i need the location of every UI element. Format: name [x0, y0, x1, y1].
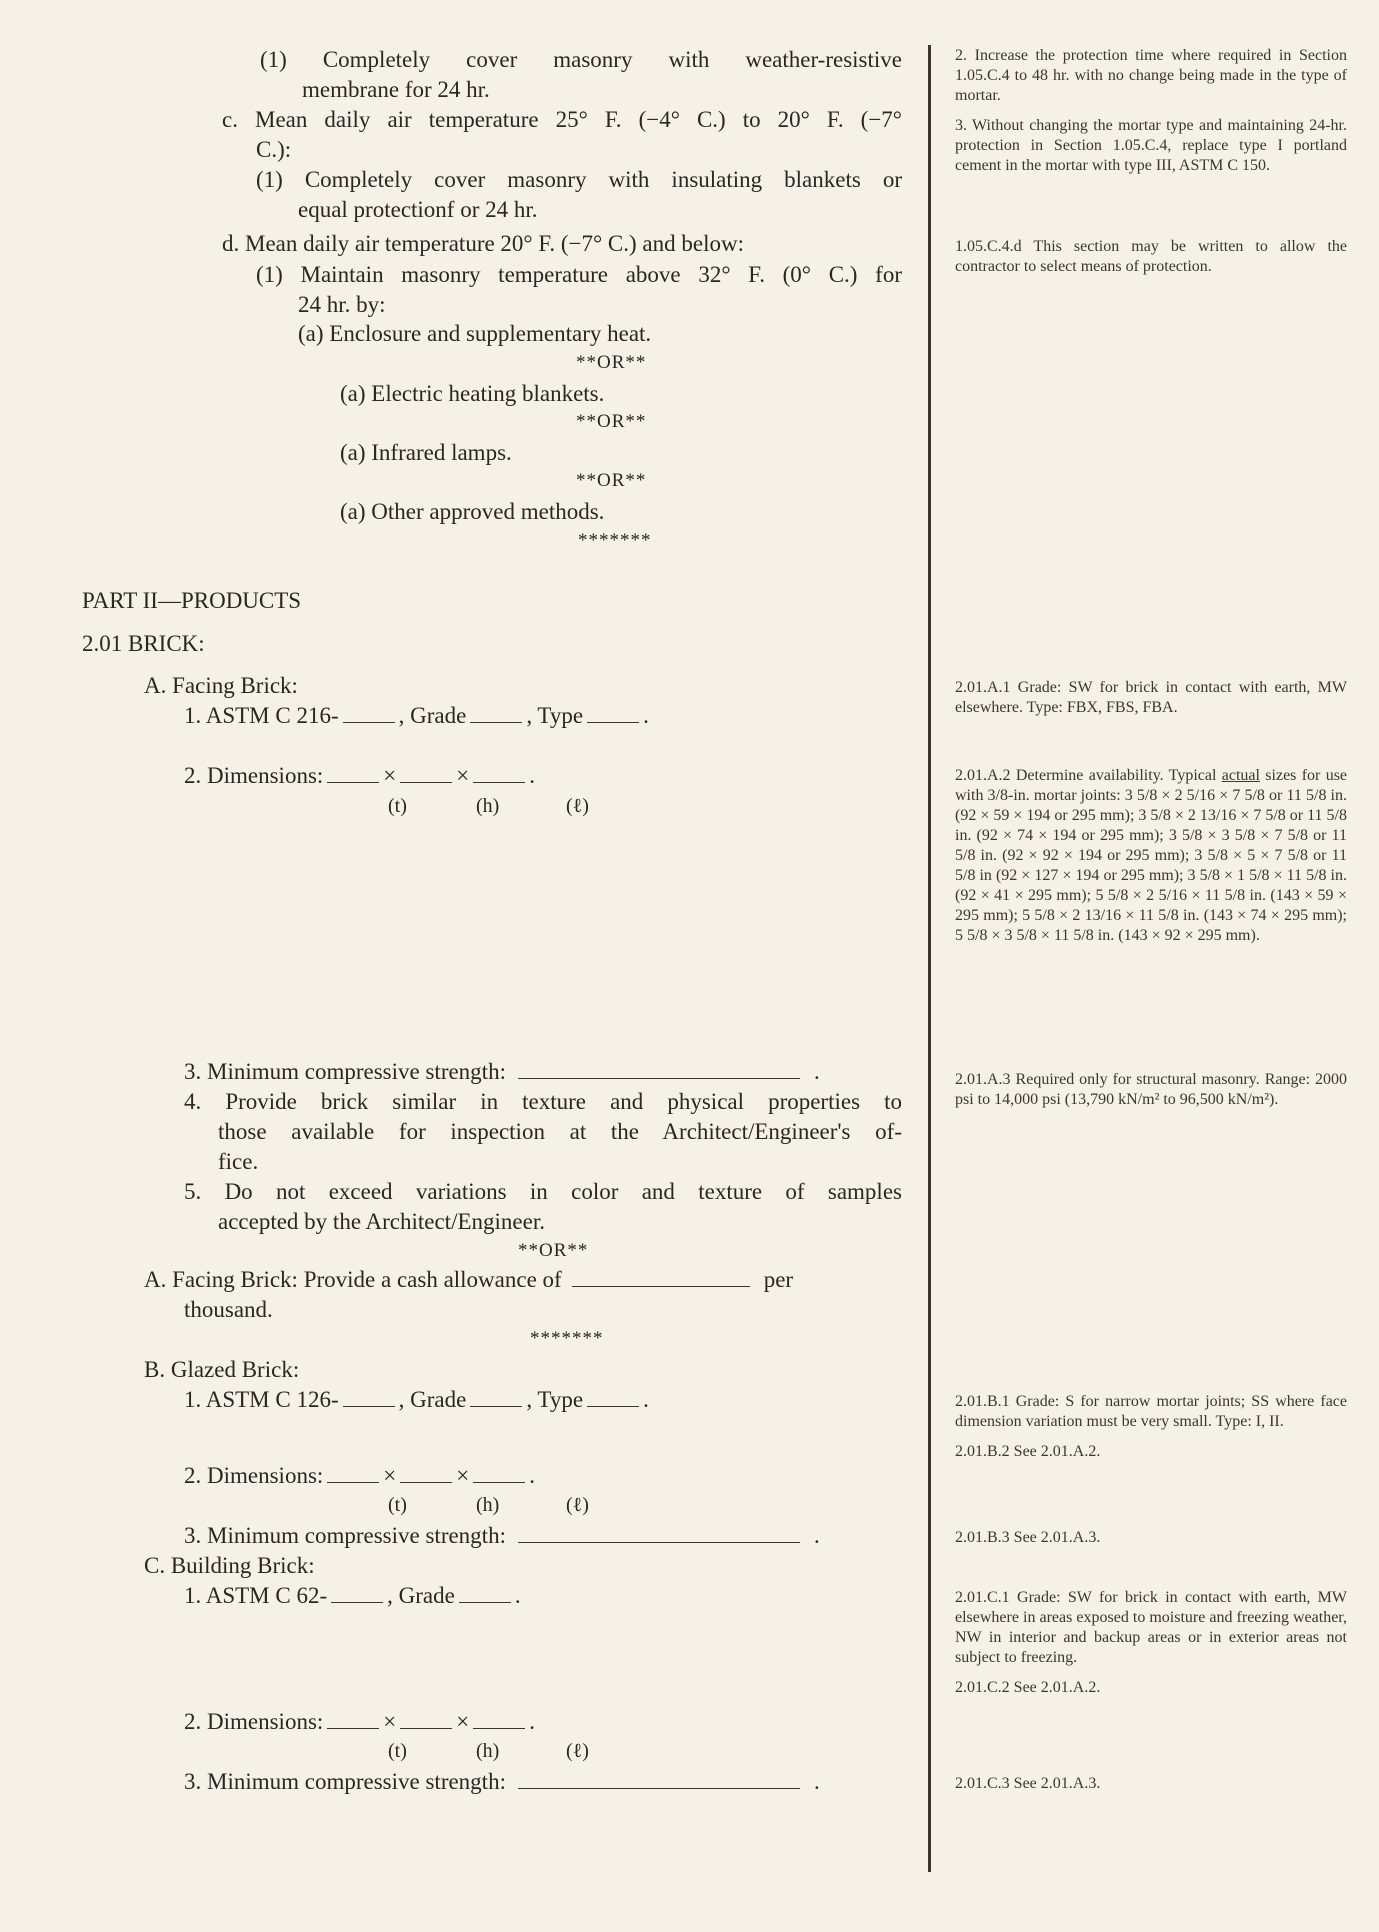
- option-electric-blankets: (a) Electric heating blankets.: [340, 381, 605, 406]
- side-note-2: 2. Increase the protection time where required in Section 1.05.C.4 to 48 hr. with no change being made in the type of mortar.: [955, 47, 1347, 104]
- end-stars: *******: [530, 1328, 604, 1349]
- grade-blank: [459, 1584, 511, 1603]
- dim-l-blank: [473, 1710, 525, 1729]
- side-note-a3-block: [955, 1070, 1347, 1110]
- option-infrared-lamps: (a) Infrared lamps.: [340, 440, 512, 465]
- glazed-strength-line: 3. Minimum compressive strength: .: [184, 1523, 820, 1548]
- dim-t-label: (t): [388, 795, 407, 817]
- astm-year-blank: [331, 1584, 383, 1603]
- type-blank: [587, 704, 639, 723]
- side-note-c2: 2.01.C.2 See 2.01.A.2.: [955, 1679, 1101, 1696]
- facing-brick-heading: A. Facing Brick:: [144, 673, 298, 698]
- dim-t-blank: [327, 764, 379, 783]
- side-note-a1: 2.01.A.1 Grade: SW for brick in contact with earth, MW elsewhere. Type: FBX, FBS, FBA.: [955, 679, 1347, 716]
- dim-l-label: (ℓ): [566, 795, 589, 817]
- side-note-a3: 2.01.A.3 Required only for structural masonry. Range: 2000 psi to 14,000 psi (13,790 kN/m² to 96,500 kN/m²).: [955, 1071, 1347, 1108]
- dim-l-blank: [473, 764, 525, 783]
- building-astm-line: 1. ASTM C 62- , Grade .: [184, 1583, 521, 1608]
- facing-dimensions-line: 2. Dimensions: × × .: [184, 763, 535, 788]
- dim-l-label: (ℓ): [566, 1494, 589, 1516]
- strength-blank: [518, 1060, 800, 1079]
- facing-strength-line: 3. Minimum compressive strength: .: [184, 1059, 820, 1084]
- building-strength-line: 3. Minimum compressive strength: .: [184, 1769, 820, 1794]
- facing-allowance-line2: thousand.: [184, 1297, 273, 1322]
- allowance-blank: [572, 1268, 750, 1287]
- dim-l-blank: [473, 1464, 525, 1483]
- side-note-b2: 2.01.B.2 See 2.01.A.2.: [955, 1443, 1101, 1460]
- dim-h-label: (h): [476, 795, 500, 817]
- side-note-a1-block: [955, 678, 1347, 718]
- dim-l-label: (ℓ): [566, 1740, 589, 1762]
- side-notes-glazed: [955, 1392, 1347, 1462]
- winter-b1-line1: (1) Completely cover masonry with weather-resistive: [260, 47, 902, 72]
- side-note-a2: 2.01.A.2 Determine availability. Typical actual sizes for use with 3/8-in. mortar joints: 3 5/8 × 2 5/16 × 7 5/8 or 11 5/8 in. (92 × 59 × 194 or 295 mm); 3 5/8 × 2 13/16 × 7 5/8 or 11 5/8 in. (92 × 74 × 194 or 295 mm); 3 5/8 × 3 5/8 × 7 5/8 or 11 5/8 in. (92 × 92 × 194 or 295 mm); 3 5/8 × 5 × 7 5/8 or 11 5/8 in (92 × 127 × 194 or 295 mm); 3 5/8 × 1 5/8 × 11 5/8 in. (92 × 41 × 295 mm); 5 5/8 × 2 5/16 × 11 5/8 in. (143 × 59 × 295 mm); 5 5/8 × 2 13/16 × 11 5/8 in. (143 × 74 × 295 mm); 5 5/8 × 3 5/8 × 11 5/8 in. (143 × 92 × 295 mm).: [955, 767, 1348, 944]
- or-separator: **OR**: [576, 352, 647, 373]
- dim-t-blank: [327, 1710, 379, 1729]
- side-note-c3: 2.01.C.3 See 2.01.A.3.: [955, 1775, 1101, 1792]
- facing-item5-line1: 5. Do not exceed variations in color and texture of samples: [184, 1179, 902, 1204]
- building-brick-heading: C. Building Brick:: [144, 1553, 315, 1578]
- dim-h-blank: [400, 764, 452, 783]
- glazed-astm-line: 1. ASTM C 126- , Grade , Type .: [184, 1387, 649, 1412]
- winter-c-line2: C.):: [256, 137, 292, 162]
- side-note-3: 3. Without changing the mortar type and maintaining 24-hr. protection in Section 1.05.C.4, replace type I portland cement in the mortar with type III, ASTM C 150.: [955, 117, 1347, 174]
- facing-item4-line1: 4. Provide brick similar in texture and physical properties to: [184, 1089, 902, 1114]
- strength-blank: [518, 1524, 800, 1543]
- facing-allowance-line: A. Facing Brick: Provide a cash allowance of per: [144, 1267, 794, 1292]
- building-dimensions-line: 2. Dimensions: × × .: [184, 1709, 535, 1734]
- or-separator: **OR**: [518, 1240, 589, 1261]
- dim-t-label: (t): [388, 1494, 407, 1516]
- facing-item4-line3: fice.: [218, 1149, 259, 1174]
- winter-d1-line2: 24 hr. by:: [298, 292, 386, 317]
- dim-t-blank: [327, 1464, 379, 1483]
- side-note-b1: 2.01.B.1 Grade: S for narrow mortar joints; SS where face dimension variation must be very small. Type: I, II.: [955, 1393, 1347, 1430]
- side-note-b3-block: [955, 1528, 1347, 1548]
- facing-item5-line2: accepted by the Architect/Engineer.: [218, 1209, 545, 1234]
- side-note-c1: 2.01.C.1 Grade: SW for brick in contact with earth, MW elsewhere in areas exposed to moisture and freezing weather, NW in interior and backup areas or in exterior areas not subject to freezing.: [955, 1589, 1347, 1666]
- end-stars: *******: [578, 530, 652, 551]
- glazed-brick-heading: B. Glazed Brick:: [144, 1357, 300, 1382]
- type-blank: [587, 1388, 639, 1407]
- winter-d-line: d. Mean daily air temperature 20° F. (−7° C.) and below:: [222, 231, 744, 256]
- winter-c1-line2: equal protectionf or 24 hr.: [298, 197, 538, 222]
- glazed-dimensions-line: 2. Dimensions: × × .: [184, 1463, 535, 1488]
- winter-b1-line2: membrane for 24 hr.: [302, 77, 490, 102]
- section-heading: 2.01 BRICK:: [82, 631, 205, 656]
- grade-blank: [470, 704, 522, 723]
- or-separator: **OR**: [576, 411, 647, 432]
- facing-astm-line: 1. ASTM C 216- , Grade , Type .: [184, 703, 649, 728]
- side-note-b3: 2.01.B.3 See 2.01.A.3.: [955, 1529, 1101, 1546]
- dim-h-blank: [400, 1464, 452, 1483]
- winter-c1-line1: (1) Completely cover masonry with insulating blankets or: [256, 167, 902, 192]
- part-heading: PART II—PRODUCTS: [82, 588, 302, 613]
- side-notes-winter: [955, 46, 1347, 176]
- dim-h-label: (h): [476, 1740, 500, 1762]
- strength-blank: [518, 1770, 800, 1789]
- astm-year-blank: [343, 1388, 395, 1407]
- winter-d1-line1: (1) Maintain masonry temperature above 32° F. (0° C.) for: [256, 262, 902, 287]
- side-note-c3-block: [955, 1774, 1347, 1794]
- column-divider: [928, 45, 931, 1872]
- side-note-a2-block: [955, 766, 1347, 946]
- side-notes-building: [955, 1588, 1347, 1698]
- winter-c-line1: c. Mean daily air temperature 25° F. (−4° C.) to 20° F. (−7°: [222, 107, 902, 132]
- dim-h-label: (h): [476, 1494, 500, 1516]
- dim-h-blank: [400, 1710, 452, 1729]
- grade-blank: [470, 1388, 522, 1407]
- dim-t-label: (t): [388, 1740, 407, 1762]
- facing-item4-line2: those available for inspection at the Architect/Engineer's of-: [218, 1119, 902, 1144]
- side-note-4d: 1.05.C.4.d This section may be written to allow the contractor to select means of protection.: [955, 238, 1347, 275]
- option-enclosure: (a) Enclosure and supplementary heat.: [298, 321, 652, 346]
- side-note-4d-block: [955, 237, 1347, 277]
- or-separator: **OR**: [576, 470, 647, 491]
- astm-year-blank: [343, 704, 395, 723]
- option-other-methods: (a) Other approved methods.: [340, 499, 605, 524]
